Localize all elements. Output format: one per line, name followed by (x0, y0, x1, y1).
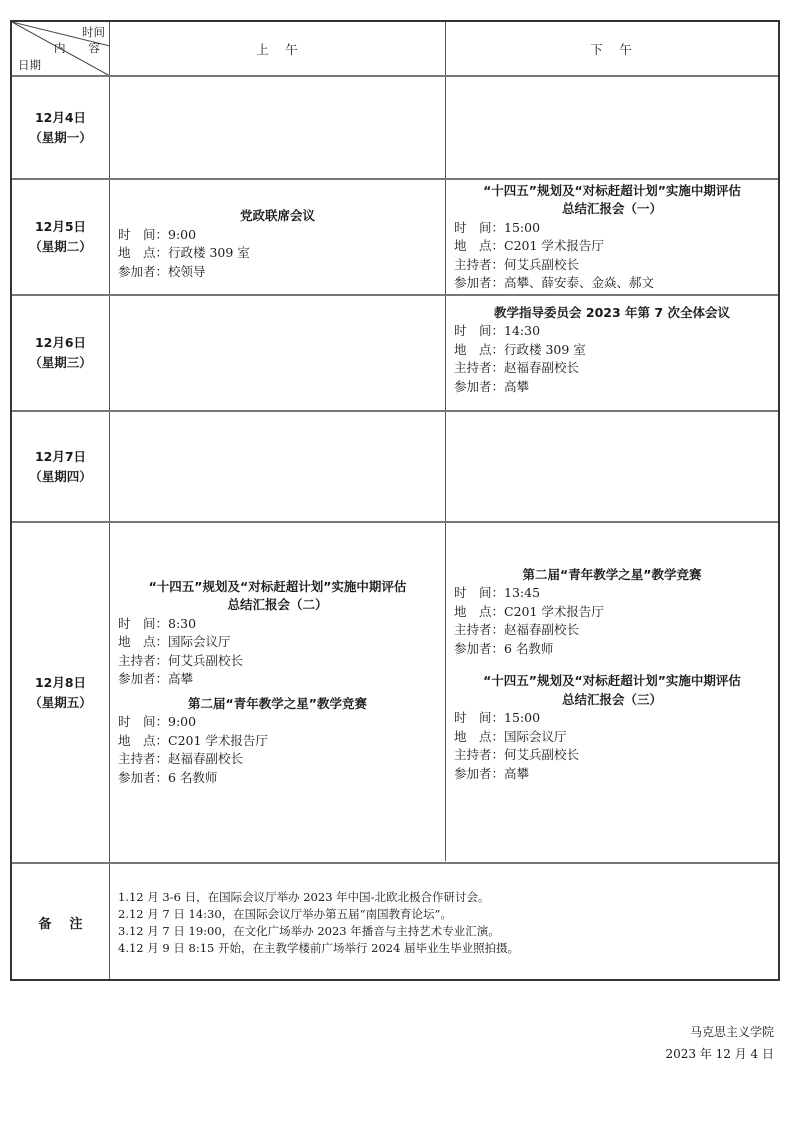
event-time: 时 间：14:30 (454, 323, 541, 339)
weekday-label: （星期二） (29, 239, 92, 254)
event-host: 主持者：赵福春副校长 (454, 360, 580, 376)
weekday-label: （星期三） (29, 355, 92, 370)
notes-list (110, 864, 778, 981)
row-divider (12, 410, 778, 412)
weekday-label: （星期四） (29, 468, 92, 484)
event-participants: 参加者：6 名教师 (118, 769, 218, 785)
schedule-table (10, 20, 780, 981)
event-participants: 参加者：6 名教师 (454, 640, 554, 656)
event-host: 主持者：何艾兵副校长 (454, 747, 580, 763)
event-participants: 参加者：高攀 (454, 765, 530, 781)
row-divider (12, 75, 778, 77)
event-title: 总结汇报会（二） (227, 597, 328, 613)
event-participants: 参加者：高攀 (118, 671, 194, 687)
event-location: 地 点：国际会议厅 (454, 728, 567, 744)
event-host: 主持者：何艾兵副校长 (454, 256, 580, 272)
event-host: 主持者：赵福春副校长 (454, 622, 580, 638)
event-location: 地 点：C201 学术报告厅 (454, 238, 604, 253)
event-host: 主持者：赵福春副校长 (118, 751, 244, 767)
event-host: 主持者：何艾兵副校长 (118, 652, 244, 668)
event-title: 教学指导委员会 2023 年第 7 次全体会议 (494, 304, 730, 320)
date-cell (12, 296, 109, 410)
event-block (454, 304, 770, 397)
footer-organization: 马克思主义学院 (689, 1025, 774, 1039)
event-title: “十四五”规划及“对标赶超计划”实施中期评估 (483, 182, 741, 198)
morning-cell (110, 180, 445, 294)
date-label: 12月8日 (34, 674, 87, 690)
date-label: 12月6日 (34, 335, 87, 350)
event-block (118, 695, 437, 788)
event-location: 地 点：C201 学术报告厅 (118, 732, 268, 748)
event-location: 地 点：行政楼 309 室 (454, 341, 586, 357)
note-item: 1.12 月 3-6 日，在国际会议厅举办 2023 年中国-北欧北极合作研讨会。 (118, 889, 490, 904)
event-time: 时 间：13:45 (454, 585, 541, 601)
event-title: 第二届“青年教学之星”教学竞赛 (188, 695, 367, 711)
header-content-label: 内 容 (54, 41, 100, 55)
note-item: 4.12 月 9 日 8:15 开始，在主教学楼前广场举行 2024 届毕业生毕业照拍摄。 (118, 940, 520, 955)
event-time: 时 间：8:30 (118, 615, 197, 631)
note-item: 2.12 月 7 日 14:30，在国际会议厅举办第五届“南国教育论坛”。 (118, 906, 452, 921)
event-participants: 参加者：高攀 (454, 378, 530, 394)
event-location: 地 点：国际会议厅 (118, 634, 231, 650)
event-participants: 参加者：校领导 (118, 263, 206, 279)
afternoon-cell (446, 296, 778, 410)
event-block (454, 672, 770, 783)
date-label: 12月5日 (34, 219, 87, 234)
afternoon-cell (446, 180, 778, 294)
column-header-morning: 上 午 (256, 42, 300, 57)
event-title: 总结汇报会（三） (561, 691, 662, 707)
morning-cell (110, 523, 445, 862)
event-location: 地 点：C201 学术报告厅 (454, 603, 604, 619)
event-block (118, 207, 437, 281)
date-cell (12, 180, 109, 294)
weekday-label: （星期一） (29, 129, 92, 145)
event-block (454, 566, 770, 659)
event-block (454, 182, 770, 293)
event-block (118, 578, 437, 689)
note-item: 3.12 月 7 日 19:00，在文化广场举办 2023 年播音与主持艺术专业汇演。 (118, 923, 500, 938)
weekday-label: （星期五） (29, 694, 92, 710)
date-label: 12月4日 (34, 109, 87, 125)
event-title: 总结汇报会（一） (561, 201, 662, 216)
event-title: “十四五”规划及“对标赶超计划”实施中期评估 (148, 578, 407, 594)
event-time: 时 间：9:00 (118, 714, 197, 730)
date-cell (12, 77, 109, 178)
afternoon-cell (446, 523, 778, 862)
date-cell (12, 523, 109, 862)
event-title: 第二届“青年教学之星”教学竞赛 (522, 566, 702, 582)
event-title: 党政联席会议 (239, 208, 315, 223)
event-time: 时 间：15:00 (454, 710, 541, 726)
event-title: “十四五”规划及“对标赶超计划”实施中期评估 (483, 673, 741, 689)
date-label: 12月7日 (34, 448, 87, 464)
header-time-label: 时间 (82, 25, 105, 39)
header-date-label: 日期 (18, 58, 41, 72)
event-location: 地 点：行政楼 309 室 (118, 245, 250, 260)
notes-label: 备注 (38, 917, 101, 932)
event-time: 时 间：9:00 (118, 226, 197, 242)
footer-date: 2023 年 12 月 4 日 (665, 1047, 774, 1061)
date-cell (12, 412, 109, 521)
column-header-afternoon: 下 午 (590, 42, 634, 57)
event-time: 时 间：15:00 (454, 219, 541, 235)
event-participants: 参加者：高攀、薛安泰、金焱、郝文 (454, 275, 655, 290)
